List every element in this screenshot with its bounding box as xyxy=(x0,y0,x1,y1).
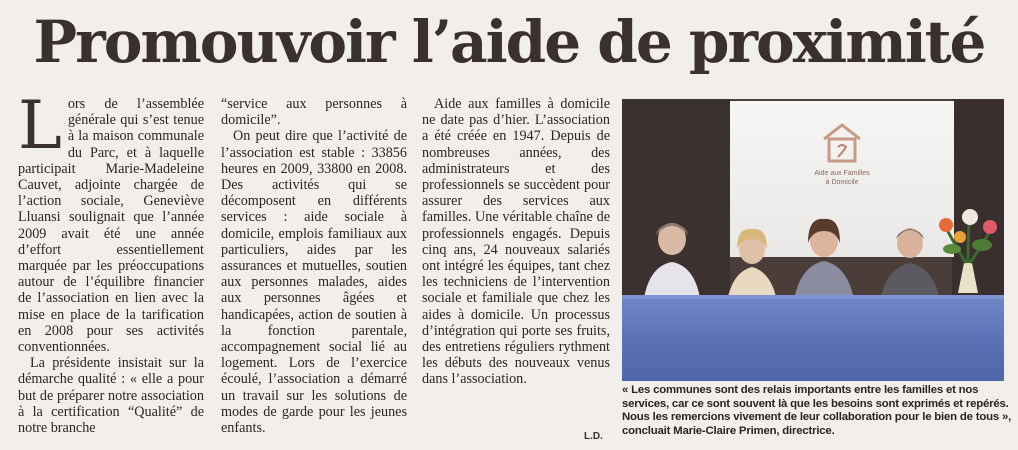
article-column-1 xyxy=(18,87,204,437)
screen-text-line: à Domicile xyxy=(825,179,859,186)
blue-tablecloth xyxy=(622,299,1004,381)
screen-text-line: Aide aux Familles xyxy=(814,170,870,177)
article-paragraph: “service aux personnes à domicile”. xyxy=(221,96,407,129)
drop-cap: L xyxy=(18,87,62,164)
screen-text xyxy=(730,169,954,187)
house-logo-icon xyxy=(820,119,864,165)
article-paragraph xyxy=(18,87,204,356)
article-column-3 xyxy=(422,96,610,388)
article-text: ors de l’assemblée générale qui s’est tenue à la maison communale du Parc, et à laquelle participait Marie-Madeleine Cauvet, adjointe chargée de l’action sociale, Geneviève Lluansi soulignait que l’année 2009 avait été une année d’effort essentiellement marquée par les préoccupations autour de l’équilibre financier de l’association en lien avec la mise en place de la tarification en 2008 pour ses activités conventionnées. xyxy=(18,96,204,356)
meeting-photo xyxy=(622,99,1004,381)
author-signature: L.D. xyxy=(584,431,603,442)
flower-bouquet-icon xyxy=(936,203,1002,299)
article-paragraph: La présidente insistait sur la démarche qualité : « elle a pour but de préparer notre association à la certification “Qualité” de notre branche xyxy=(18,355,204,437)
article-column-2 xyxy=(221,96,407,436)
headline: Promouvoir l’aide de proximité xyxy=(33,8,985,76)
photo-caption: « Les communes sont des relais importants entre les familles et nos services, car ce sont souvent là que les besoins sont exprimés et repérés. Nous les remercions vivement de leur collaboration pour le bien de tous », concluait Marie-Claire Primen, directrice. xyxy=(622,384,1012,437)
article-paragraph: On peut dire que l’activité de l’association est stable : 33856 heures en 2009, 33800 en 2008. Des activités qui se décomposent en différents services : aide sociale à domicile, emplois familiaux aux particuliers, aides par les assurances et mutuelles, soutien aux personnes malades, aides aux personnes âgées et handicapées, action de soutien à la fonction parentale, accompagnement social lié au logement. Lors de l’exercice écoulé, l’association a démarré un travail sur les solutions de modes de garde pour les jeunes enfants. xyxy=(221,128,407,437)
article-paragraph: Aide aux familles à domicile ne date pas d’hier. L’association a été créée en 1947. Depuis de nombreuses années, des administrateurs et des professionnels se succèdent pour assurer des services aux familles. Une véritable chaîne de professionnels engagés. Depuis cinq ans, 24 nouveaux salariés ont intégré les équipes, tant chez les techniciens de l’intervention sociale et familiale que chez les aides à domicile. Un processus d’intégration qui porte ses fruits, des entretiens réguliers rythment les débuts des nouveaux venus dans l’association. xyxy=(422,96,610,388)
